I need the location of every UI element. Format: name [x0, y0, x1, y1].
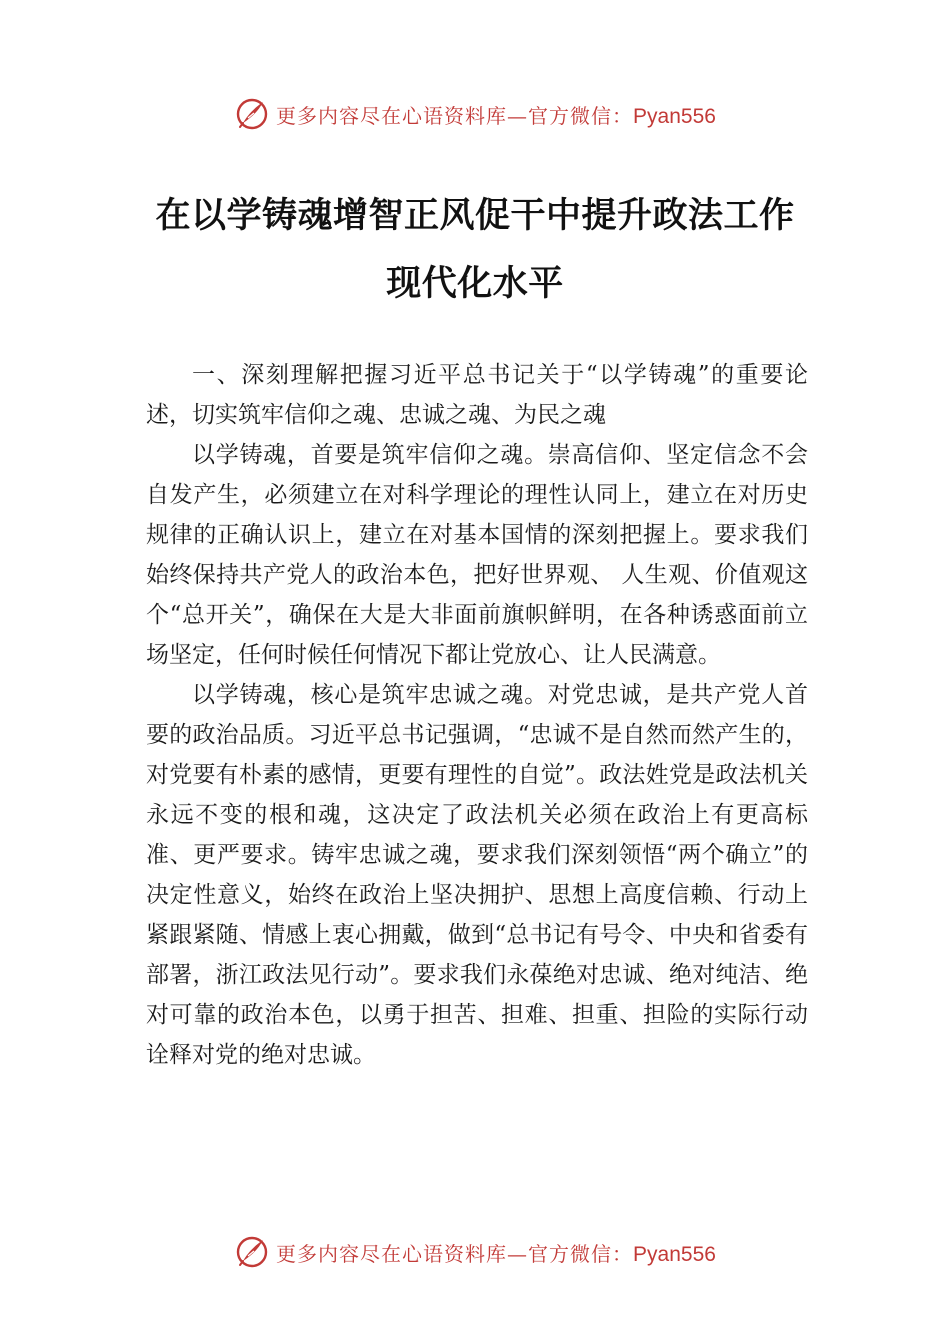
- body-paragraph: 以学铸魂，首要是筑牢信仰之魂。崇高信仰、坚定信念不会自发产生，必须建立在对科学理论的理性认同上，建立在对历史规律的正确认识上，建立在对基本国情的深刻把握上。要求我们始终保持共产党人的政治本色，把好世界观、 人生观、价值观这个“总开关”，确保在大是大非面前旗帜鲜明，在各种诱惑面前立场坚定，任何时候任何情况下都让党放心、让人民满意。: [146, 442, 808, 668]
- banner-text: 更多内容尽在心语资料库—官方微信：Pyan556: [276, 1241, 716, 1266]
- header-banner: [0, 94, 950, 134]
- document-title-line-2: 现代化水平: [386, 264, 564, 304]
- banner-text: 更多内容尽在心语资料库—官方微信：Pyan556: [276, 103, 716, 128]
- wechat-id: Pyan556: [633, 104, 716, 128]
- document-body: [146, 355, 808, 1075]
- body-paragraph: 以学铸魂，核心是筑牢忠诚之魂。对党忠诚，是共产党人首要的政治品质。习近平总书记强调，“忠诚不是自然而然产生的，对党要有朴素的感情，更要有理性的自觉”。政法姓党是政法机关永远不变的根和魂，这决定了政法机关必须在政治上有更高标准、更严要求。铸牢忠诚之魂，要求我们深刻领悟“两个确立”的决定性意义，始终在政治上坚决拥护、思想上高度信赖、行动上紧跟紧随、情感上衷心拥戴，做到“总书记有号令、中央和省委有部署，浙江政法见行动”。要求我们永葆绝对忠诚、绝对纯洁、绝对可靠的政治本色，以勇于担苦、担难、担重、担险的实际行动诠释对党的绝对忠诚。: [146, 682, 808, 1068]
- section-heading: 一、深刻理解把握习近平总书记关于“以学铸魂”的重要论述，切实筑牢信仰之魂、忠诚之魂、为民之魂: [146, 362, 808, 428]
- footer-banner: [0, 1232, 950, 1272]
- quill-pen-seal-icon: [234, 1234, 270, 1270]
- quill-pen-seal-icon: [234, 96, 270, 132]
- wechat-id: Pyan556: [633, 1242, 716, 1266]
- document-title-line-1: 在以学铸魂增智正风促干中提升政法工作: [155, 196, 795, 236]
